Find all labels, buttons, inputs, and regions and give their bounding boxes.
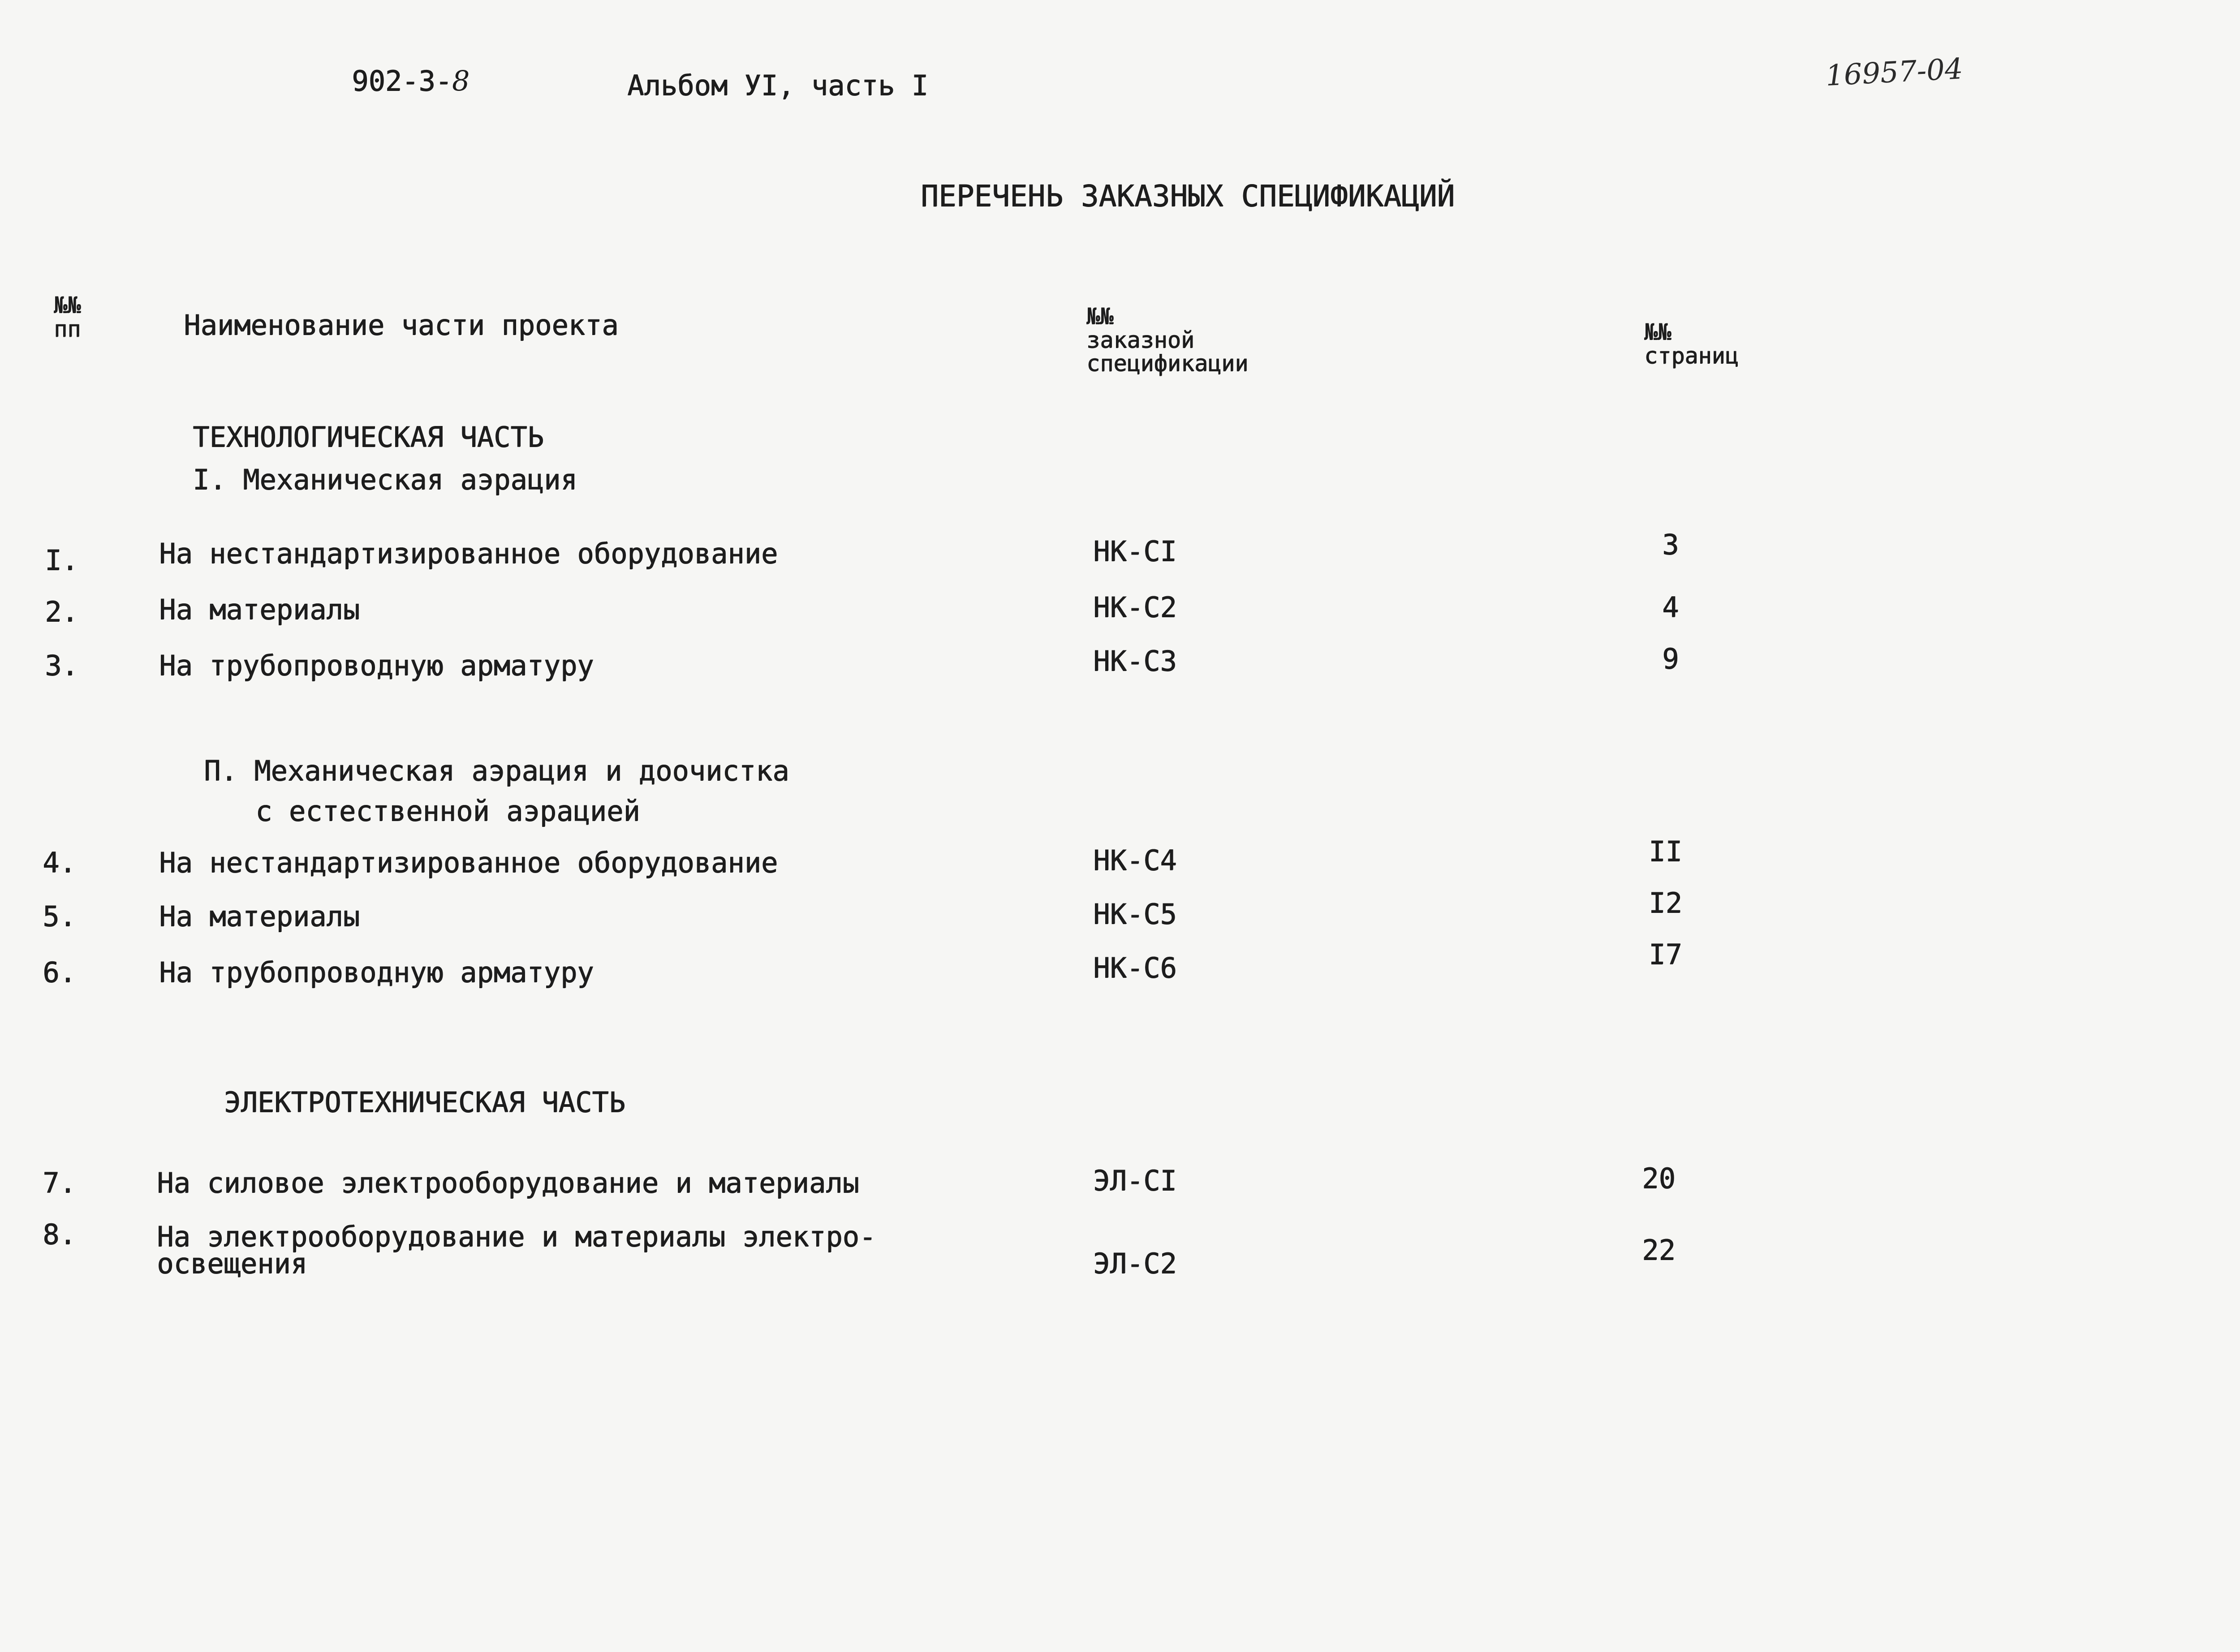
row-spec: НК-С2	[1093, 591, 1177, 624]
archive-stamp: 16957-04	[1825, 52, 1964, 93]
row-page: 22	[1642, 1234, 1676, 1266]
row-spec: НК-С5	[1093, 898, 1177, 930]
page-title: ПЕРЕЧЕНЬ ЗАКАЗНЫХ СПЕЦИФИКАЦИЙ	[921, 179, 1455, 213]
row-name: На материалы	[159, 593, 360, 626]
row-name: На нестандартизированное оборудование	[159, 537, 778, 570]
section-heading-tech: ТЕХНОЛОГИЧЕСКАЯ ЧАСТЬ	[193, 421, 544, 453]
row-page: I2	[1649, 886, 1682, 919]
row-name: На нестандартизированное оборудование	[159, 846, 778, 879]
column-header-page: №№ страниц	[1644, 319, 1739, 369]
section-heading-electro: ЭЛЕКТРОТЕХНИЧЕСКАЯ ЧАСТЬ	[224, 1086, 625, 1119]
subsection-heading-1: I. Механическая аэрация	[193, 463, 577, 496]
row-spec: НК-С3	[1093, 645, 1177, 677]
row-name: На электрооборудование и материалы электро-	[157, 1220, 876, 1253]
row-spec: НК-СI	[1093, 535, 1177, 568]
column-header-spec: №№ заказной спецификации	[1086, 303, 1249, 376]
row-num: 5.	[43, 900, 76, 933]
row-name-cont: освещения	[157, 1247, 307, 1280]
row-page: 4	[1662, 591, 1679, 624]
doc-code	[352, 67, 470, 95]
row-spec: НК-С6	[1093, 951, 1177, 984]
row-num: 4.	[43, 846, 76, 879]
row-page: 20	[1642, 1162, 1676, 1195]
row-num: 2.	[45, 595, 78, 628]
row-name: На трубопроводную арматуру	[159, 649, 594, 682]
row-name: На силовое электрооборудование и материалы	[157, 1166, 859, 1199]
row-num: I.	[45, 544, 78, 576]
row-name: На трубопроводную арматуру	[159, 956, 594, 989]
row-num: 6.	[43, 956, 76, 989]
row-page: II	[1649, 835, 1682, 868]
row-page: 9	[1662, 642, 1679, 675]
doc-code-handwritten: 8	[452, 65, 470, 97]
subsection-heading-2: П. Механическая аэрация и доочистка	[204, 754, 789, 787]
album-label: Альбом УI, часть I	[627, 69, 928, 102]
row-name: На материалы	[159, 900, 360, 933]
row-page: 3	[1662, 528, 1679, 561]
row-spec: ЭЛ-СI	[1093, 1164, 1177, 1197]
row-num: 3.	[45, 649, 78, 682]
row-spec: ЭЛ-С2	[1093, 1247, 1177, 1280]
row-page: I7	[1649, 938, 1682, 971]
row-num: 8.	[43, 1218, 76, 1251]
row-spec: НК-С4	[1093, 844, 1177, 877]
subsection-heading-2-cont: с естественной аэрацией	[255, 795, 640, 827]
column-header-name: Наименование части проекта	[184, 309, 619, 341]
row-num: 7.	[43, 1166, 76, 1199]
doc-code-typed: 902-3-	[352, 65, 452, 97]
column-header-num: №№ пп	[54, 292, 81, 342]
